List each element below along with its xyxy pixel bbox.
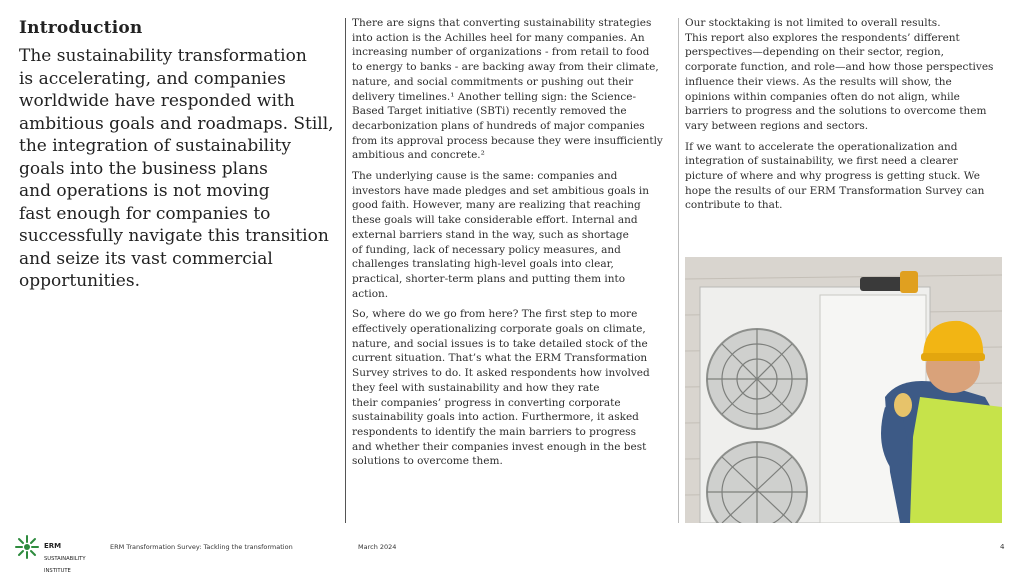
paragraph: So, where do we go from here? The first step to more effectively operationalizing corporate goals on climate, nature, and social issues is to take detailed stock of the current situation. That’s what the ERM Transformation Survey strives to do. It asked respondents how involved they feel with sustainability and how they rate their companies’ progress in converting corporate sustainability goals into action. Furthermore, it asked respondents to identify the main barriers to progress and whether their companies invest enough in the best solutions to overcome them. — [352, 308, 650, 468]
org-short-name: ERM — [44, 542, 62, 550]
footer-date: March 2024 — [358, 543, 397, 551]
intro-text: The sustainability transformation is accelerating, and companies worldwide have responded with ambitious goals and roadmaps. Still, the integration of sustainability goals into the business plans and operations is not moving fast enough for companies to successfully navigate this transition and seize its vast commercial opportunities. — [19, 46, 334, 291]
org-line-2: INSTITUTE — [44, 568, 71, 574]
body-column-1 — [352, 16, 677, 475]
body-column-2 — [685, 16, 1005, 219]
footer-document-title: ERM Transformation Survey: Tackling the transformation — [110, 543, 293, 551]
column-divider-1 — [345, 18, 346, 523]
paragraph: If we want to accelerate the operationalization and integration of sustainability, we first need a clearer picture of where and why progress is getting stuck. We hope the results of our ERM Transformation Survey can contribute to that. — [685, 140, 985, 212]
paragraph: Our stocktaking is not limited to overall results. This report also explores the respondents’ different perspectives—depending on their sector, region, corporate function, and role—and how those perspectives influence their views. As the results will show, the opinions within companies often do not align, while barriers to progress and the solutions to overcome them vary between regions and sectors. — [685, 17, 994, 132]
paragraph: The underlying cause is the same: companies and investors have made pledges and set ambitious goals in good faith. However, many are realizing that reaching these goals will take considerable effort. Internal and external barriers stand in the way, such as shortage of funding, lack of necessary policy measures, and challenges translating high-level goals into clear, practical, shorter-term plans and putting them into action. — [352, 170, 650, 300]
worker-installing-heat-pump-icon — [685, 257, 1002, 523]
org-line-1: SUSTAINABILITY — [44, 556, 86, 562]
page-number: 4 — [1000, 543, 1005, 551]
paragraph: There are signs that converting sustainability strategies into action is the Achilles heel for many companies. An increasing number of organizations - from retail to food to energy to banks - are backing away from their climate, nature, and social commitments or pushing out their delivery timelines.¹ Another telling sign: the Science- Based Target initiative (SBTi) recently removed the decarbonization plans of hundreds of major companies from its approval process because they were insufficiently ambitious and concrete.² — [352, 17, 663, 162]
org-name — [44, 536, 86, 574]
section-heading: Introduction — [19, 18, 143, 38]
column-divider-2 — [678, 18, 679, 523]
erm-logo-icon — [14, 534, 40, 560]
